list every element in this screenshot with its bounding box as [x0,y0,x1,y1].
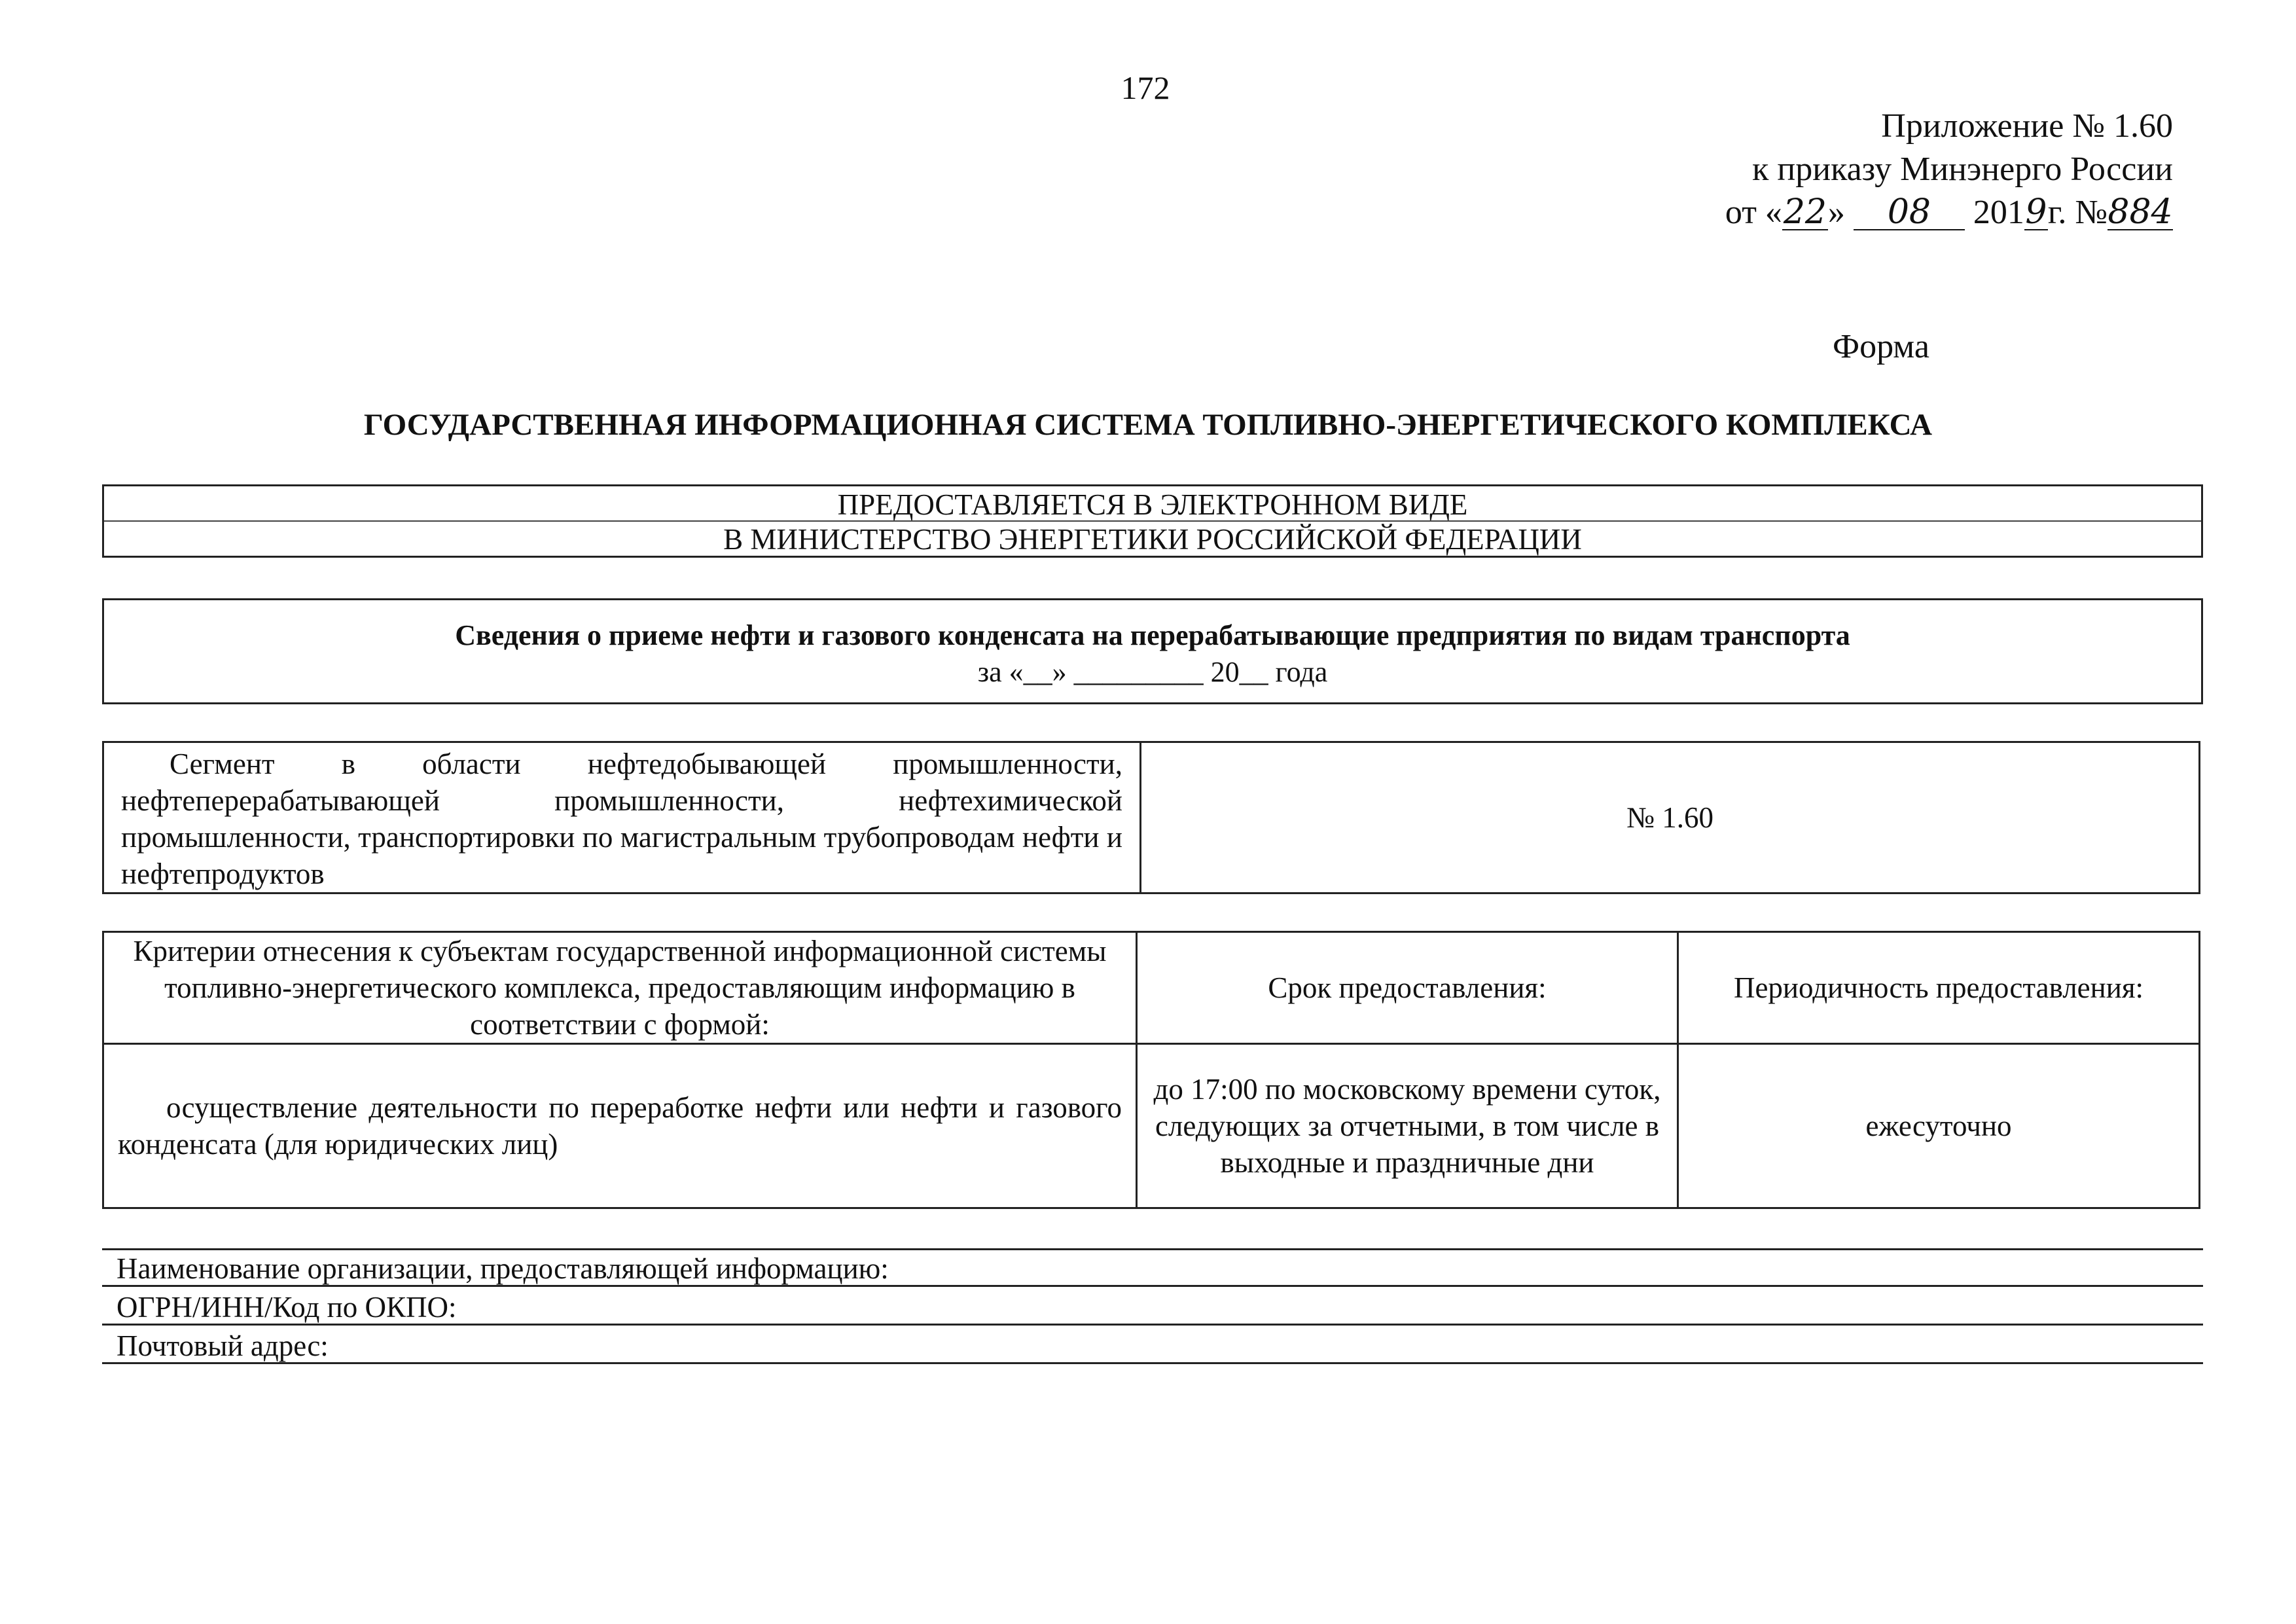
deadline-header: Срок предоставления: [1137,932,1678,1044]
report-period: за «__» _________ 20__ года [977,656,1328,688]
appendix-block [1597,105,2173,234]
submission-line-2: В МИНИСТЕРСТВО ЭНЕРГЕТИКИ РОССИЙСКОЙ ФЕДЕРАЦИИ [723,523,1582,556]
date-prefix: от « [1725,194,1782,231]
frequency-header: Периодичность предоставления: [1678,932,2200,1044]
form-number: № 1.60 [1141,742,2200,893]
deadline-cell: до 17:00 по московскому времени суток, следующих за отчетными, в том числе в выходные и праздничные дни [1137,1044,1678,1208]
organization-address-field: Почтовый адрес: [102,1327,2203,1364]
segment-row [103,742,2200,893]
main-title: ГОСУДАРСТВЕННАЯ ИНФОРМАЦИОННАЯ СИСТЕМА ТОПЛИВНО-ЭНЕРГЕТИЧЕСКОГО КОМПЛЕКСА [363,408,1933,442]
handwritten-order-number: 884 [2108,192,2173,232]
handwritten-month: 08 [1854,195,1965,230]
criteria-cell [103,1044,1137,1208]
handwritten-day: 22 [1783,192,1827,232]
segment-text: Сегмент в области нефтедобывающей промышленности, нефтеперерабатывающей промышленности, нефтехимической промышленности, транспортировки по магистральным трубопроводам нефти и нефтепродуктов [103,742,1141,893]
appendix-date-line [1597,191,2173,234]
criteria-header-row [103,932,2200,1044]
handwritten-year-digit: 9 [2025,192,2047,232]
segment-table [102,741,2200,894]
report-title: Сведения о приеме нефти и газового конденсата на перерабатывающие предприятия по видам транспорта [455,619,1850,651]
submission-box [102,484,2203,558]
order-number-label: г. № [2047,194,2108,231]
organization-name-field: Наименование организации, предоставляющей информацию: [102,1250,2203,1287]
submission-line-1: ПРЕДОСТАВЛЯЕТСЯ В ЭЛЕКТРОННОМ ВИДЕ [837,488,1468,521]
criteria-data-row [103,1044,2200,1208]
criteria-table [102,931,2200,1209]
criteria-header: Критерии отнесения к субъектам государственной информационной системы топливно-энергетического комплекса, предоставляющим информацию в соответствии с формой: [103,932,1137,1044]
organization-ids-field: ОГРН/ИНН/Код по ОКПО: [102,1289,2203,1326]
report-box [102,598,2203,704]
year-prefix: 201 [1973,194,2024,231]
appendix-title: Приложение № 1.60 [1881,107,2173,145]
appendix-order-reference: к приказу Минэнерго России [1752,151,2173,188]
page-number: 172 [1121,69,1170,106]
criteria-text: осуществление деятельности по переработке нефти или нефти и газового конденсата (для юридических лиц) [118,1091,1122,1161]
submission-divider [104,520,2201,522]
frequency-cell: ежесуточно [1678,1044,2200,1208]
form-label: Форма [1833,328,1929,365]
date-day-close: » [1827,194,1845,231]
